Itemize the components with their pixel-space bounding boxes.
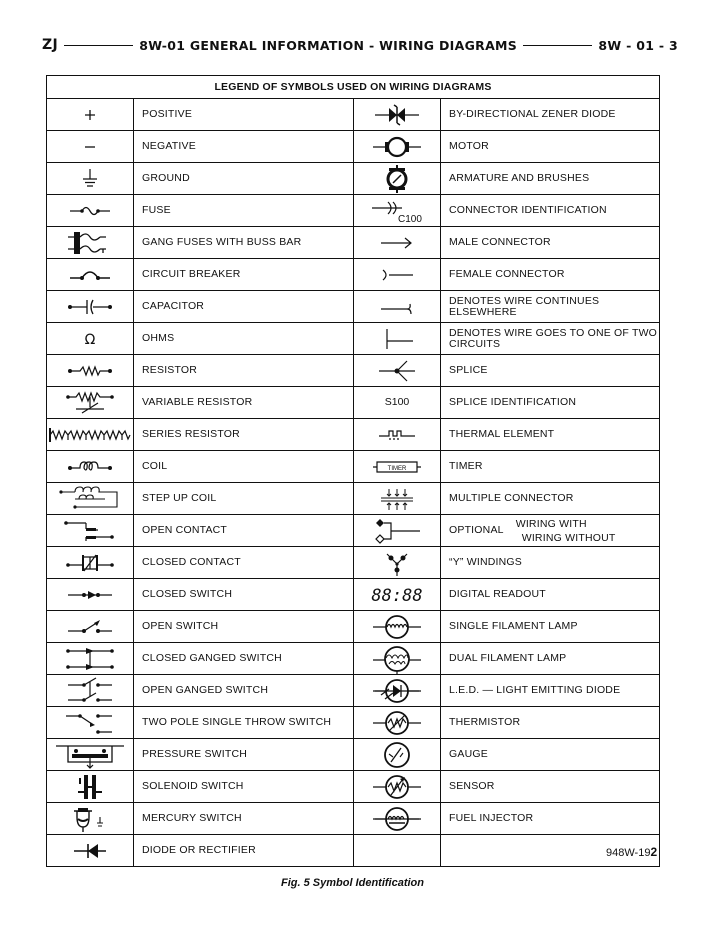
legend-row xyxy=(47,419,660,451)
legend-row xyxy=(47,803,660,835)
legend-row xyxy=(47,515,660,547)
wire-continues-icon xyxy=(367,294,427,320)
optional-without-text: WIRING WITHOUT xyxy=(521,531,616,544)
minus-icon xyxy=(60,134,120,160)
legend-row xyxy=(47,483,660,515)
symbol-label: DENOTES WIRE GOES TO ONE OF TWO CIRCUITS xyxy=(441,323,660,355)
optional-cell xyxy=(441,515,660,547)
symbol-label: STEP UP COIL xyxy=(134,483,354,515)
symbol-label: DIGITAL READOUT xyxy=(441,579,660,611)
symbol-label: SOLENOID SWITCH xyxy=(134,771,354,803)
legend-row xyxy=(47,547,660,579)
legend-row xyxy=(47,323,660,355)
legend-row xyxy=(47,643,660,675)
pressure-switch-icon xyxy=(52,740,128,770)
symbol-label: GROUND xyxy=(134,163,354,195)
optional-with-text: WIRING WITH xyxy=(515,517,587,530)
header-rule-right xyxy=(523,45,592,46)
thermal-element-icon xyxy=(367,422,427,448)
symbol-label: THERMAL ELEMENT xyxy=(441,419,660,451)
ohms-icon xyxy=(60,326,120,352)
symbol-label: DENOTES WIRE CONTINUES ELSEWHERE xyxy=(441,291,660,323)
legend-row xyxy=(47,739,660,771)
symbol-label: CLOSED CONTACT xyxy=(134,547,354,579)
symbol-label: DUAL FILAMENT LAMP xyxy=(441,643,660,675)
diode-icon xyxy=(60,838,120,864)
variable-resistor-icon xyxy=(60,389,120,417)
zener-diode-icon xyxy=(367,102,427,128)
symbol-label: MERCURY SWITCH xyxy=(134,803,354,835)
symbol-label: SERIES RESISTOR xyxy=(134,419,354,451)
symbol-label: BY-DIRECTIONAL ZENER DIODE xyxy=(441,99,660,131)
legend-row xyxy=(47,387,660,419)
legend-row xyxy=(47,227,660,259)
legend-row xyxy=(47,355,660,387)
connector-id-icon xyxy=(362,197,432,225)
legend-row xyxy=(47,163,660,195)
multiple-connector-icon xyxy=(367,485,427,513)
symbol-label: PRESSURE SWITCH xyxy=(134,739,354,771)
closed-switch-icon xyxy=(60,582,120,608)
symbol-label: SPLICE IDENTIFICATION xyxy=(441,387,660,419)
legend-row xyxy=(47,707,660,739)
empty-cell xyxy=(354,835,441,867)
symbol-label: MULTIPLE CONNECTOR xyxy=(441,483,660,515)
symbol-label: OHMS xyxy=(134,323,354,355)
symbol-label: SPLICE xyxy=(441,355,660,387)
open-ganged-switch-icon xyxy=(60,676,120,706)
symbol-label: POSITIVE xyxy=(134,99,354,131)
timer-text: TIMER xyxy=(387,465,407,472)
symbol-label: CIRCUIT BREAKER xyxy=(134,259,354,291)
legend-row xyxy=(47,259,660,291)
motor-icon xyxy=(367,133,427,161)
coil-icon xyxy=(60,454,120,480)
header-left: ZJ xyxy=(42,37,58,53)
fuel-injector-icon xyxy=(367,805,427,833)
symbol-label: OPEN SWITCH xyxy=(134,611,354,643)
series-resistor-icon xyxy=(48,422,132,448)
legend-row xyxy=(47,195,660,227)
splice-icon xyxy=(367,357,427,385)
header-rule-left xyxy=(64,45,133,46)
symbol-label: THERMISTOR xyxy=(441,707,660,739)
symbol-label: GAUGE xyxy=(441,739,660,771)
capacitor-icon xyxy=(60,294,120,320)
symbol-label: OPEN GANGED SWITCH xyxy=(134,675,354,707)
symbol-label: MOTOR xyxy=(441,131,660,163)
female-connector-icon xyxy=(367,262,427,288)
closed-contact-icon xyxy=(60,549,120,577)
symbol-label: RESISTOR xyxy=(134,355,354,387)
symbol-label: FUSE xyxy=(134,195,354,227)
symbol-label: DIODE OR RECTIFIER xyxy=(134,835,354,867)
page-header xyxy=(42,36,678,54)
symbol-label: TWO POLE SINGLE THROW SWITCH xyxy=(134,707,354,739)
symbol-label: OPEN CONTACT xyxy=(134,515,354,547)
symbol-label: “Y” WINDINGS xyxy=(441,547,660,579)
timer-icon xyxy=(367,454,427,480)
y-windings-icon xyxy=(367,548,427,578)
symbol-label: SENSOR xyxy=(441,771,660,803)
symbol-label: CLOSED SWITCH xyxy=(134,579,354,611)
figure-caption: Fig. 5 Symbol Identification xyxy=(280,877,424,889)
digital-readout-text: 88:88 xyxy=(371,585,423,606)
symbol-label: OPTIONAL xyxy=(449,524,504,536)
step-up-coil-icon xyxy=(55,485,125,513)
symbol-label: COIL xyxy=(134,451,354,483)
ground-icon xyxy=(60,166,120,192)
legend-row xyxy=(47,99,660,131)
open-contact-icon xyxy=(60,517,120,545)
legend-row xyxy=(47,675,660,707)
thermistor-icon xyxy=(367,709,427,737)
sensor-icon xyxy=(367,773,427,801)
symbol-label: CLOSED GANGED SWITCH xyxy=(134,643,354,675)
plus-icon xyxy=(60,102,120,128)
legend-table xyxy=(46,75,660,867)
legend-row xyxy=(47,579,660,611)
legend-title: LEGEND OF SYMBOLS USED ON WIRING DIAGRAMS xyxy=(47,76,660,99)
symbol-label: ARMATURE AND BRUSHES xyxy=(441,163,660,195)
symbol-label: FEMALE CONNECTOR xyxy=(441,259,660,291)
legend-row xyxy=(47,771,660,803)
symbol-label: CONNECTOR IDENTIFICATION xyxy=(441,195,660,227)
connector-id-text: C100 xyxy=(398,213,422,225)
resistor-icon xyxy=(60,358,120,384)
gauge-icon xyxy=(367,740,427,770)
symbol-label: NEGATIVE xyxy=(134,131,354,163)
two-pole-switch-icon xyxy=(60,708,120,738)
wire-two-circuits-icon xyxy=(367,325,427,353)
closed-ganged-switch-icon xyxy=(60,644,120,674)
splice-id-text: S100 xyxy=(384,396,410,408)
dual-filament-lamp-icon xyxy=(367,644,427,674)
header-center: 8W-01 GENERAL INFORMATION - WIRING DIAGRAMS xyxy=(139,37,518,53)
circuit-breaker-icon xyxy=(60,262,120,288)
symbol-label: MALE CONNECTOR xyxy=(441,227,660,259)
symbol-label: CAPACITOR xyxy=(134,291,354,323)
legend-row xyxy=(47,835,660,867)
symbol-label: TIMER xyxy=(441,451,660,483)
led-icon xyxy=(367,677,427,705)
legend-row xyxy=(47,611,660,643)
symbol-label: GANG FUSES WITH BUSS BAR xyxy=(134,227,354,259)
optional-icon xyxy=(364,516,430,546)
single-filament-lamp-icon xyxy=(367,613,427,641)
solenoid-switch-icon xyxy=(60,772,120,802)
symbol-label: SINGLE FILAMENT LAMP xyxy=(441,611,660,643)
mercury-switch-icon xyxy=(60,805,120,833)
figure-code: 948W-192 xyxy=(606,845,658,859)
digital-readout-icon xyxy=(362,582,432,608)
symbol-label: L.E.D. — LIGHT EMITTING DIODE xyxy=(441,675,660,707)
legend-row xyxy=(47,451,660,483)
fuse-icon xyxy=(60,198,120,224)
armature-icon xyxy=(367,164,427,194)
symbol-label: FUEL INJECTOR xyxy=(441,803,660,835)
svg-text:Ω: Ω xyxy=(84,331,96,348)
symbol-label: VARIABLE RESISTOR xyxy=(134,387,354,419)
open-switch-icon xyxy=(60,614,120,640)
legend-row xyxy=(47,291,660,323)
gang-fuses-icon xyxy=(60,229,120,257)
header-right: 8W - 01 - 3 xyxy=(598,37,679,53)
legend-row xyxy=(47,131,660,163)
male-connector-icon xyxy=(367,230,427,256)
